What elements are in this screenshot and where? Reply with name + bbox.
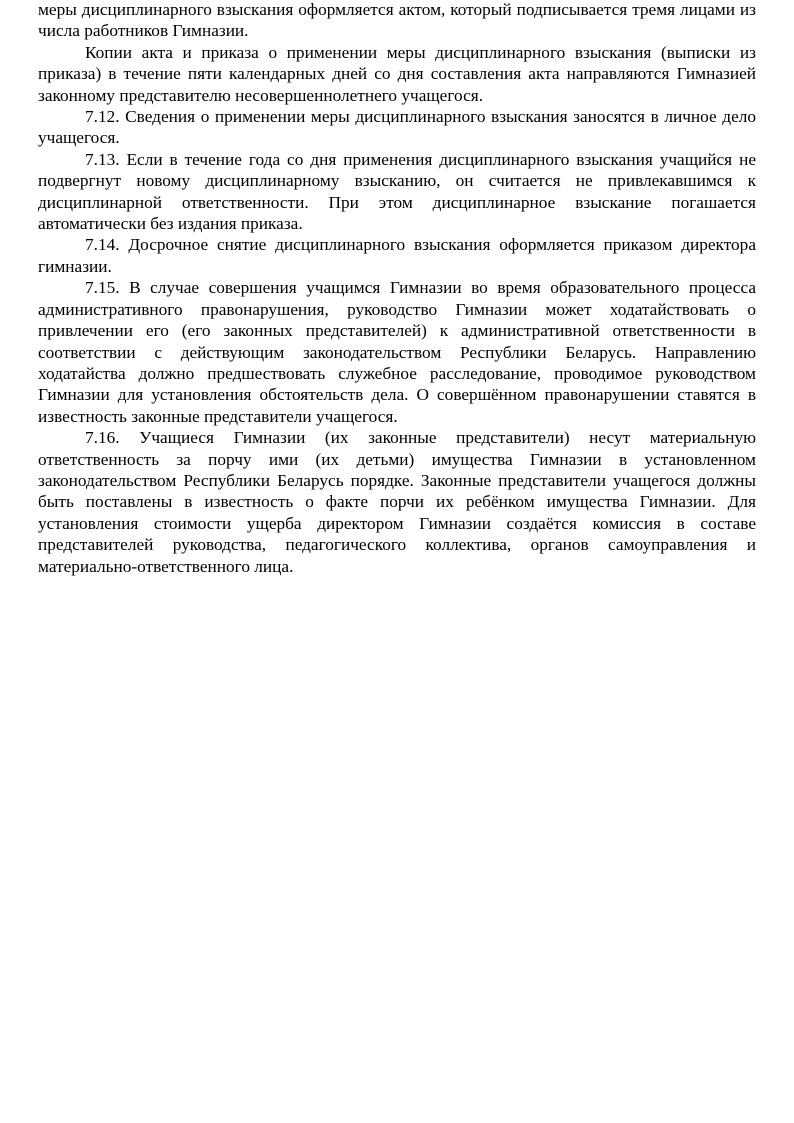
paragraph-7-15: 7.15. В случае совершения учащимся Гимназии во время образовательного процесса административного правонарушения, руководство Гимназии может ходатайствовать о привлечении его (его законных представителей) к административной ответственности в соответствии с действующим законодательством Республики Беларусь. Направлению ходатайства должно предшествовать служебное расследование, проводимое руководством Гимназии для установления обстоятельств дела. О совершённом правонарушении ставятся в известность законные представители учащегося. — [38, 278, 756, 426]
paragraph-act-copies: Копии акта и приказа о применении меры дисциплинарного взыскания (выписки из приказа) в течение пяти календарных дней со дня составления акта направляются Гимназией законному представителю несовершеннолетнего учащегося. — [38, 42, 756, 105]
paragraph-7-13: 7.13. Если в течение года со дня применения дисциплинарного взыскания учащийся не подвергнут новому дисциплинарному взысканию, он считается не привлекавшимся к дисциплинарной ответственности. При этом дисциплинарное взыскание погашается автоматически без издания приказа. — [38, 149, 756, 234]
paragraph-continuation: меры дисциплинарного взыскания оформляется актом, который подписывается тремя лицами из числа работников Гимназии. — [38, 0, 756, 41]
document-page — [38, 0, 756, 577]
paragraph-7-14: 7.14. Досрочное снятие дисциплинарного взыскания оформляется приказом директора гимназии. — [38, 235, 756, 276]
paragraph-7-12: 7.12. Сведения о применении меры дисциплинарного взыскания заносятся в личное дело учащегося. — [38, 107, 756, 148]
paragraph-7-16: 7.16. Учащиеся Гимназии (их законные представители) несут материальную ответственность за порчу ими (их детьми) имущества Гимназии в установленном законодательством Республики Беларусь порядке. Законные представители учащегося должны быть поставлены в известность о факте порчи их ребёнком имущества Гимназии. Для установления стоимости ущерба директором Гимназии создаётся комиссия в составе представителей руководства, педагогического коллектива, органов самоуправления и материально-ответственного лица. — [38, 428, 756, 576]
